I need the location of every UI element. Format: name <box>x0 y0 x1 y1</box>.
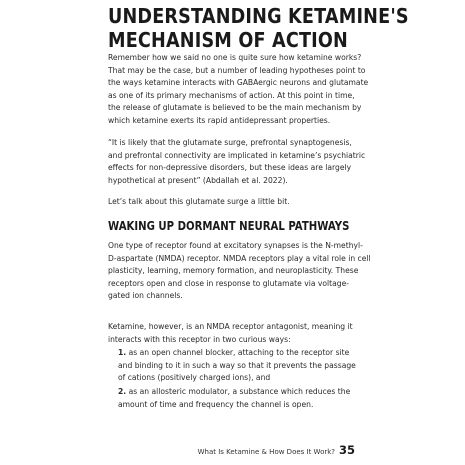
list-item <box>118 347 368 385</box>
paragraph-line: the ways ketamine interacts with GABAergic neurons and glutamate <box>108 78 369 88</box>
list-item-text: as an open channel blocker, attaching to the receptor site <box>128 348 350 357</box>
paragraph-line: as one of its primary mechanisms of action. At this point in time, <box>108 90 355 100</box>
list-item <box>118 386 368 411</box>
paragraph-transition <box>108 196 370 209</box>
paragraph-line: gated ion channels. <box>108 291 183 301</box>
list-number: 1. <box>118 348 127 357</box>
paragraph-antagonist <box>108 321 370 346</box>
section-heading: WAKING UP DORMANT NEURAL PATHWAYS <box>108 219 350 233</box>
paragraph-line: Let’s talk about this glutamate surge a little bit. <box>108 197 290 206</box>
paragraph-line: and prefrontal connectivity are implicated in ketamine’s psychiatric <box>108 150 366 160</box>
paragraph-nmda <box>108 240 370 303</box>
paragraph-line: “It is likely that the glutamate surge, prefrontal synaptogenesis, <box>108 138 352 147</box>
numbered-list-item-1 <box>118 347 368 385</box>
list-item-line: of cations (positively charged ions), and <box>118 373 271 383</box>
numbered-list-item-2 <box>118 386 368 411</box>
list-item-line: and binding to it in such a way so that it prevents the passage <box>118 360 356 370</box>
paragraph-line: Remember how we said no one is quite sure how ketamine works? <box>108 53 362 62</box>
list-number: 2. <box>118 387 127 396</box>
list-item-line: amount of time and frequency the channel is open. <box>118 399 314 409</box>
paragraph-quote <box>108 137 370 187</box>
page-number: 35 <box>339 443 356 457</box>
paragraph-line: interacts with this receptor in two curious ways: <box>108 334 291 344</box>
list-item-line <box>118 347 368 360</box>
chapter-section-title <box>108 4 409 52</box>
title-line-2: MECHANISM OF ACTION <box>108 28 348 52</box>
list-item-line <box>118 386 368 399</box>
paragraph-line: One type of receptor found at excitatory synapses is the N-methyl- <box>108 241 363 250</box>
paragraph-line: which ketamine exerts its rapid antidepressant properties. <box>108 115 331 125</box>
title-line-1: UNDERSTANDING KETAMINE'S <box>108 4 409 28</box>
paragraph-intro <box>108 52 370 128</box>
paragraph-line: hypothetical at present” (Abdallah et al. 2022). <box>108 175 288 185</box>
paragraph-line: receptors open and close in response to glutamate via voltage- <box>108 278 349 288</box>
paragraph-line: plasticity, learning, memory formation, and neuroplasticity. These <box>108 266 359 276</box>
list-item-text: as an allosteric modulator, a substance which reduces the <box>128 387 351 396</box>
paragraph-line: That may be the case, but a number of leading hypotheses point to <box>108 65 366 75</box>
paragraph-line: the release of glutamate is believed to be the main mechanism by <box>108 103 362 113</box>
running-footer-title: What Is Ketamine & How Does It Work? <box>197 448 335 456</box>
paragraph-line: Ketamine, however, is an NMDA receptor antagonist, meaning it <box>108 322 353 331</box>
paragraph-line: D-aspartate (NMDA) receptor. NMDA receptors play a vital role in cell <box>108 253 371 263</box>
paragraph-line: effects for non-depressive disorders, but these ideas are largely <box>108 163 352 173</box>
